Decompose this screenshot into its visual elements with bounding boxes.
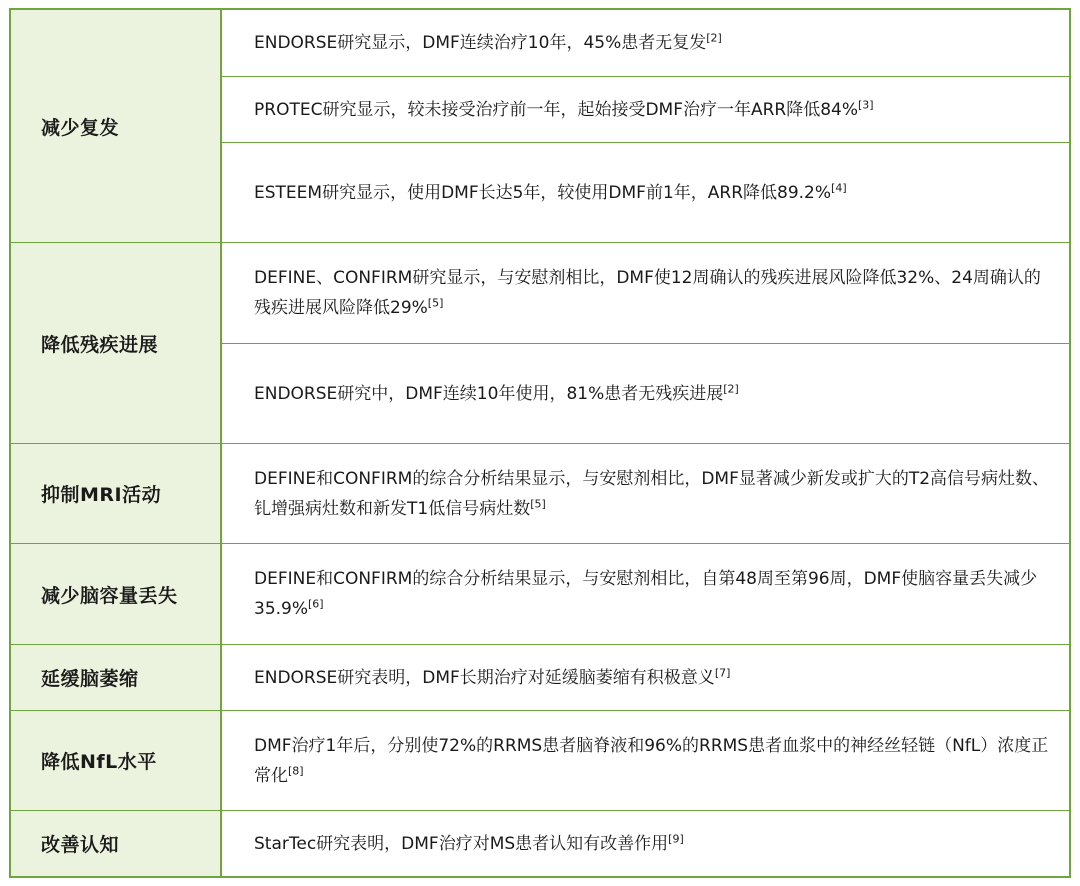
category-cell: 降低NfL水平 xyxy=(11,711,222,810)
detail-text: DEFINE、CONFIRM研究显示，与安慰剂相比，DMF使12周确认的残疾进展风险降低32%、24周确认的残疾进展风险降低29% xyxy=(254,268,1041,318)
detail-text: PROTEC研究显示，较未接受治疗前一年，起始接受DMF治疗一年ARR降低84% xyxy=(254,99,859,120)
category-cell: 抑制MRI活动 xyxy=(11,444,222,543)
reference-marker: [3] xyxy=(858,97,874,111)
table-row xyxy=(11,543,1069,644)
detail-cell xyxy=(222,76,1069,142)
category-cell: 减少复发 xyxy=(11,10,222,242)
detail-cell xyxy=(222,444,1069,543)
detail-text: DEFINE和CONFIRM的综合分析结果显示，与安慰剂相比，自第48周至第96周，DMF使脑容量丢失减少35.9% xyxy=(254,569,1038,619)
detail-text: ENDORSE研究显示，DMF连续治疗10年，45%患者无复发 xyxy=(254,33,707,53)
table-row xyxy=(11,242,1069,443)
detail-cell xyxy=(222,243,1069,343)
detail-text: ENDORSE研究表明，DMF长期治疗对延缓脑萎缩有积极意义 xyxy=(254,667,715,688)
category-cell: 减少脑容量丢失 xyxy=(11,544,222,644)
reference-marker: [6] xyxy=(308,597,324,611)
reference-marker: [2] xyxy=(723,381,739,395)
table-row xyxy=(11,710,1069,810)
reference-marker: [9] xyxy=(668,832,684,846)
detail-text: ESTEEM研究显示，使用DMF长达5年，较使用DMF前1年，ARR降低89.2% xyxy=(254,182,832,203)
table-row xyxy=(11,644,1069,710)
table-row xyxy=(11,10,1069,242)
detail-cell xyxy=(222,811,1069,877)
detail-cell xyxy=(222,645,1069,710)
reference-marker: [2] xyxy=(706,31,722,45)
reference-marker: [5] xyxy=(427,296,444,310)
detail-cell xyxy=(222,142,1069,242)
category-cell: 降低残疾进展 xyxy=(11,243,222,443)
detail-text: StarTec研究表明，DMF治疗对MS患者认知有改善作用 xyxy=(254,834,669,854)
detail-text: DMF治疗1年后，分别使72%的RRMS患者脑脊液和96%的RRMS患者血浆中的神经丝轻链（NfL）浓度正常化 xyxy=(254,735,1049,786)
detail-cell xyxy=(222,711,1069,810)
table-row xyxy=(11,443,1069,543)
category-cell: 延缓脑萎缩 xyxy=(11,645,222,710)
detail-text: ENDORSE研究中，DMF连续10年使用，81%患者无残疾进展 xyxy=(254,383,724,404)
category-cell: 改善认知 xyxy=(11,811,222,876)
reference-marker: [8] xyxy=(288,763,304,777)
detail-text: DEFINE和CONFIRM的综合分析结果显示，与安慰剂相比，DMF显著减少新发或扩大的T2高信号病灶数、钆增强病灶数和新发T1低信号病灶数 xyxy=(254,468,1050,519)
detail-cell xyxy=(222,10,1069,76)
reference-marker: [7] xyxy=(714,665,731,679)
reference-marker: [5] xyxy=(530,496,546,510)
table-row xyxy=(11,810,1069,876)
detail-cell xyxy=(222,544,1069,644)
detail-cell xyxy=(222,343,1069,443)
efficacy-table xyxy=(9,8,1071,878)
reference-marker: [4] xyxy=(831,180,847,194)
